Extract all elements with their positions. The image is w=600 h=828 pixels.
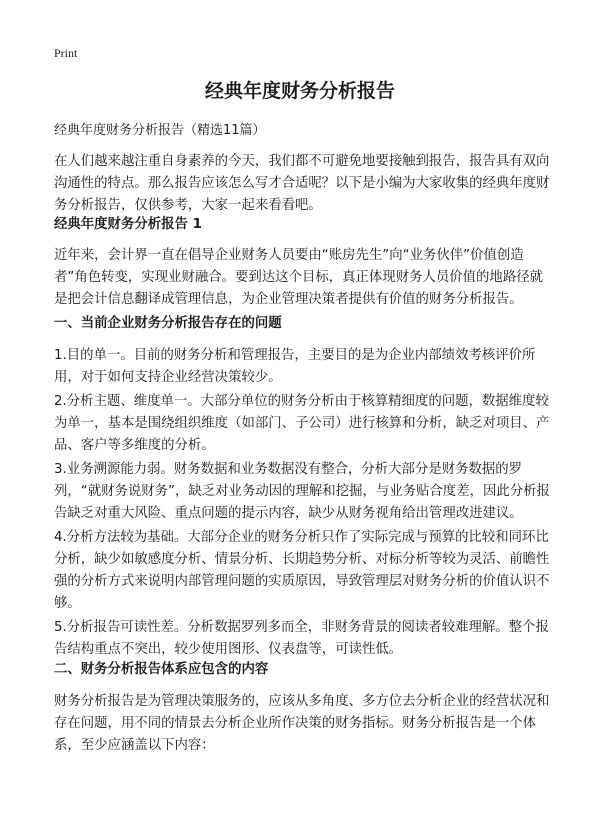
content-paragraph: 财务分析报告是为管理决策服务的，应该从多角度、多方位去分析企业的经营状况和存在问题，用不同的情景去分析企业所作决策的财务指标。财务分析报告是一个体系，至少应涵盖以下内容： [54, 694, 550, 753]
document-subtitle: 经典年度财务分析报告（精选11篇） [54, 123, 266, 138]
content-heading: 二、财务分析报告体系应包含的内容 [54, 662, 269, 677]
problems-heading: 一、当前企业财务分析报告存在的问题 [54, 316, 282, 331]
problem-item-4: 4.分析方法较为基础。大部分企业的财务分析只作了实际完成与预算的比较和同环比分析，缺少如敏感度分析、情景分析、长期趋势分析、对标分析等较为灵活、前瞻性强的分析方式来说明内部管理问题的实质原因，导致管理层对财务分析的价值认识不够。 [54, 530, 550, 611]
problem-item-3: 3.业务溯源能力弱。财务数据和业务数据没有整合，分析大部分是财务数据的罗列，“就财务说财务”，缺乏对业务动因的理解和挖掘，与业务贴合度差，因此分析报告缺乏对重大风险、重点问题的提示内容，缺少从财务视角给出管理改进建议。 [54, 462, 550, 521]
problem-item-5: 5.分析报告可读性差。分析数据罗列多而全，非财务背景的阅读者较难理解。整个报告结构重点不突出，较少使用图形、仪表盘等，可读性低。 [54, 620, 549, 657]
problem-item-1: 1.目的单一。目前的财务分析和管理报告，主要目的是为企业内部绩效考核评价所用，对于如何支持企业经营决策较少。 [54, 348, 536, 385]
print-link[interactable]: Print [54, 46, 78, 60]
section-heading-1: 经典年度财务分析报告 1 [54, 217, 202, 232]
page-title: 经典年度财务分析报告 [204, 80, 395, 102]
intro-paragraph: 在人们越来越注重自身素养的今天，我们都不可避免地要接触到报告，报告具有双向沟通性的特点。那么报告应该怎么写才合适呢？以下是小编为大家收集的经典年度财务分析报告，仅供参考，大家一起来看看吧。 [54, 154, 550, 213]
section1-paragraph: 近年来，会计界一直在倡导企业财务人员要由“账房先生”向“业务伙伴”价值创造者”角色转变，实现业财融合。要到达这个目标，真正体现财务人员价值的地路径就是把会计信息翻译成管理信息，为企业管理决策者提供有价值的财务分析报告。 [54, 248, 543, 307]
problem-item-2: 2.分析主题、维度单一。大部分单位的财务分析由于核算精细度的问题，数据维度较为单一，基本是围绕组织维度（如部门、子公司）进行核算和分析，缺乏对项目、产品、客户等多维度的分析。 [54, 394, 550, 453]
